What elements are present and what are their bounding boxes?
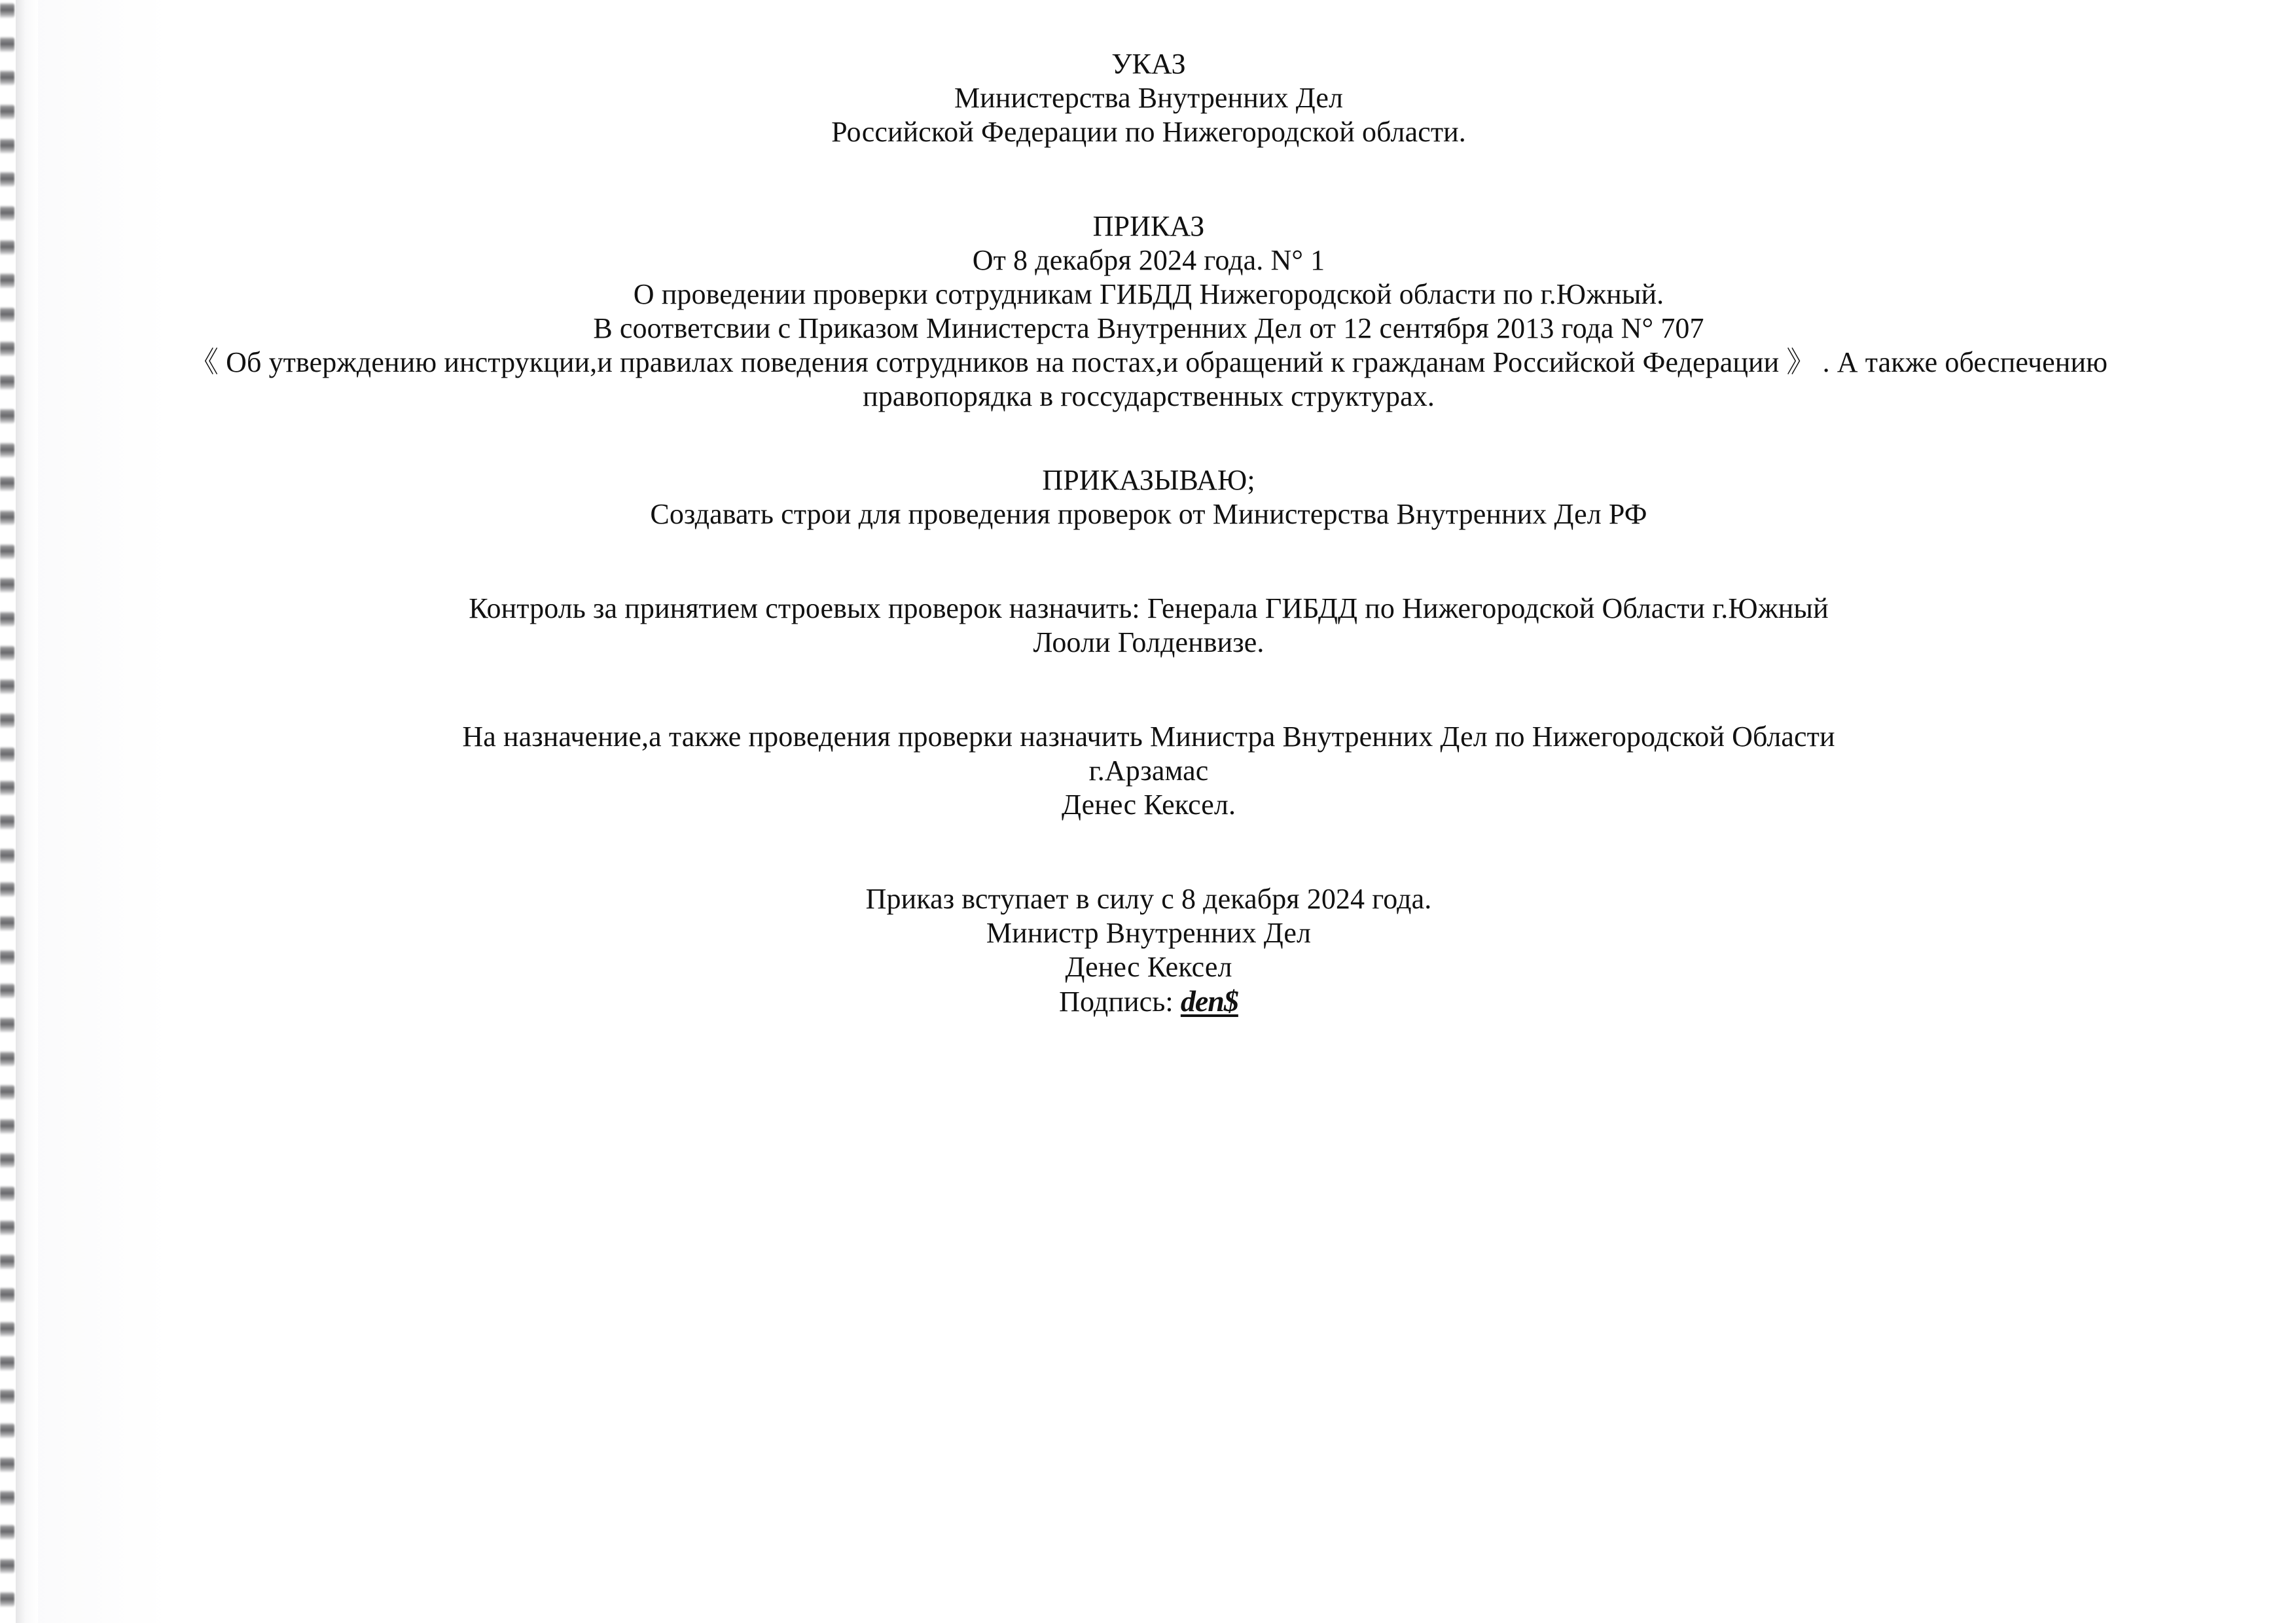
- spacer-after-appointment: [134, 822, 2163, 882]
- order-quoted-regulation: 《 Об утверждению инструкции,и правилах поведения сотрудников на постах,и обращений к гражданам Российской Федерации 》 . А также обеспечению правопорядка в госсударственных структурах.: [189, 346, 2108, 412]
- control-block: [134, 592, 2163, 660]
- control-officer-name: Лооли Голденвизе.: [1033, 626, 1265, 658]
- spacer-after-order: [134, 414, 2163, 463]
- spacer-after-header: [134, 149, 2163, 209]
- order-block: [134, 209, 2163, 414]
- signature-mark: den$: [1180, 984, 1238, 1018]
- document-title: УКАЗ: [1111, 48, 1186, 80]
- order-heading: ПРИКАЗ: [1092, 210, 1205, 242]
- appointment-block: [134, 720, 2163, 822]
- header-ministry: Министерства Внутренних Дел: [954, 82, 1344, 114]
- spacer-after-directive: [134, 531, 2163, 592]
- directive-block: [134, 463, 2163, 531]
- header-block: [134, 47, 2163, 149]
- appointment-city: г.Арзамас: [1088, 755, 1209, 787]
- closing-signatory-name: Денес Кексел: [1065, 951, 1232, 983]
- signature-row: [134, 984, 2163, 1019]
- document-body: [134, 47, 2163, 1019]
- closing-effective-date: Приказ вступает в силу с 8 декабря 2024 года.: [865, 883, 1432, 915]
- closing-block: [134, 882, 2163, 1019]
- order-subject: О проведении проверки сотрудникам ГИБДД Нижегородской области по г.Южный.: [633, 278, 1664, 310]
- directive-heading: ПРИКАЗЫВАЮ;: [1042, 464, 1255, 496]
- appointment-text: На назначение,а также проведения проверки назначить Министра Внутренних Дел по Нижегородской Области: [462, 721, 1835, 753]
- directive-item: Создавать строи для проведения проверок от Министерства Внутренних Дел РФ: [650, 498, 1647, 530]
- control-text: Контроль за принятием строевых проверок назначить: Генерала ГИБДД по Нижегородской Области г.Южный: [469, 592, 1829, 624]
- appointment-officer-name: Денес Кексел.: [1061, 789, 1236, 821]
- order-date-number: От 8 декабря 2024 года. N° 1: [972, 244, 1325, 276]
- order-basis-line: В соответсвии с Приказом Министерста Внутренних Дел от 12 сентября 2013 года N° 707: [593, 312, 1704, 344]
- closing-signatory-title: Министр Внутренних Дел: [986, 917, 1312, 949]
- spacer-after-control: [134, 660, 2163, 720]
- header-jurisdiction: Российской Федерации по Нижегородской области.: [831, 116, 1466, 148]
- signature-label: Подпись:: [1059, 986, 1174, 1018]
